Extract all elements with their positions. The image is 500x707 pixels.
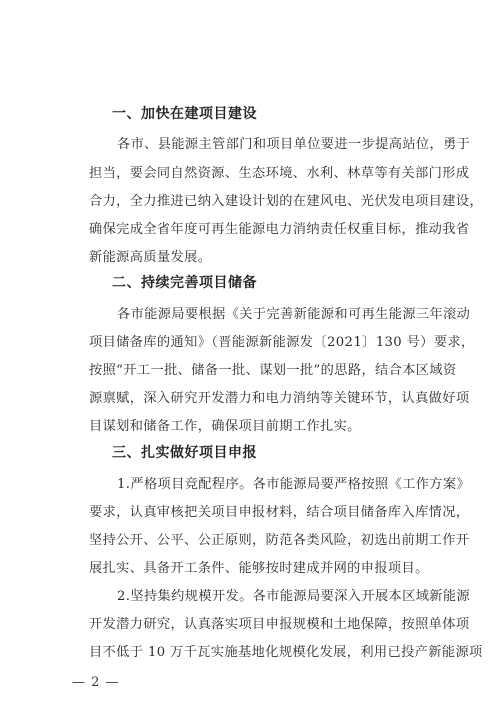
paragraph-line: 新能源高质量发展。 — [89, 250, 212, 265]
section-heading-3: 三、扎实做好项目申报 — [112, 445, 257, 461]
paragraph-line: 合力，全力推进已纳入建设计划的在建风电、光伏发电项目建设， — [89, 194, 484, 209]
paragraph-line: 展扎实、具备开工条件、能够按时建成并网的申报项目。 — [89, 561, 429, 576]
paragraph-line: 要求，认真审核把关项目申报材料，结合项目储备库入库情况， — [89, 505, 470, 520]
paragraph-line: 确保完成全省年度可再生能源电力消纳责任权重目标，推动我省 — [89, 222, 470, 237]
paragraph-line: 开发潜力研究，认真落实项目申报规模和土地保障，按照单体项 — [89, 617, 470, 632]
section-heading-2: 二、持续完善项目储备 — [112, 275, 257, 291]
paragraph-line: 坚持公开、公平、公正原则，防范各类风险，初选出前期工作开 — [89, 533, 470, 548]
paragraph-line: 1.严格项目竞配程序。各市能源局要严格按照《工作方案》 — [117, 477, 471, 492]
paragraph-line: 目不低于 10 万千瓦实施基地化规模化发展，利用已投产新能源项 — [89, 645, 483, 660]
paragraph-line: 各市、县能源主管部门和项目单位要进一步提高站位，勇于 — [117, 137, 471, 152]
page-number: — 2 — — [72, 675, 120, 690]
paragraph-line: 按照“开工一批、储备一批、谋划一批”的思路，结合本区域资 — [89, 363, 457, 378]
section-heading-1: 一、加快在建项目建设 — [112, 106, 257, 122]
paragraph-line: 2.坚持集约规模开发。各市能源局要深入开展本区域新能源 — [117, 589, 471, 604]
paragraph-line: 各市能源局要根据《关于完善新能源和可再生能源三年滚动 — [117, 307, 471, 322]
paragraph-line: 目谋划和储备工作，确保项目前期工作扎实。 — [89, 419, 361, 434]
paragraph-line: 项目储备库的通知》（晋能源新能源发〔2021〕130 号）要求， — [89, 335, 475, 350]
paragraph-line: 源禀赋，深入研究开发潜力和电力消纳等关键环节，认真做好项 — [89, 391, 470, 406]
paragraph-line: 担当，要会同自然资源、生态环境、水利、林草等有关部门形成 — [89, 166, 470, 181]
